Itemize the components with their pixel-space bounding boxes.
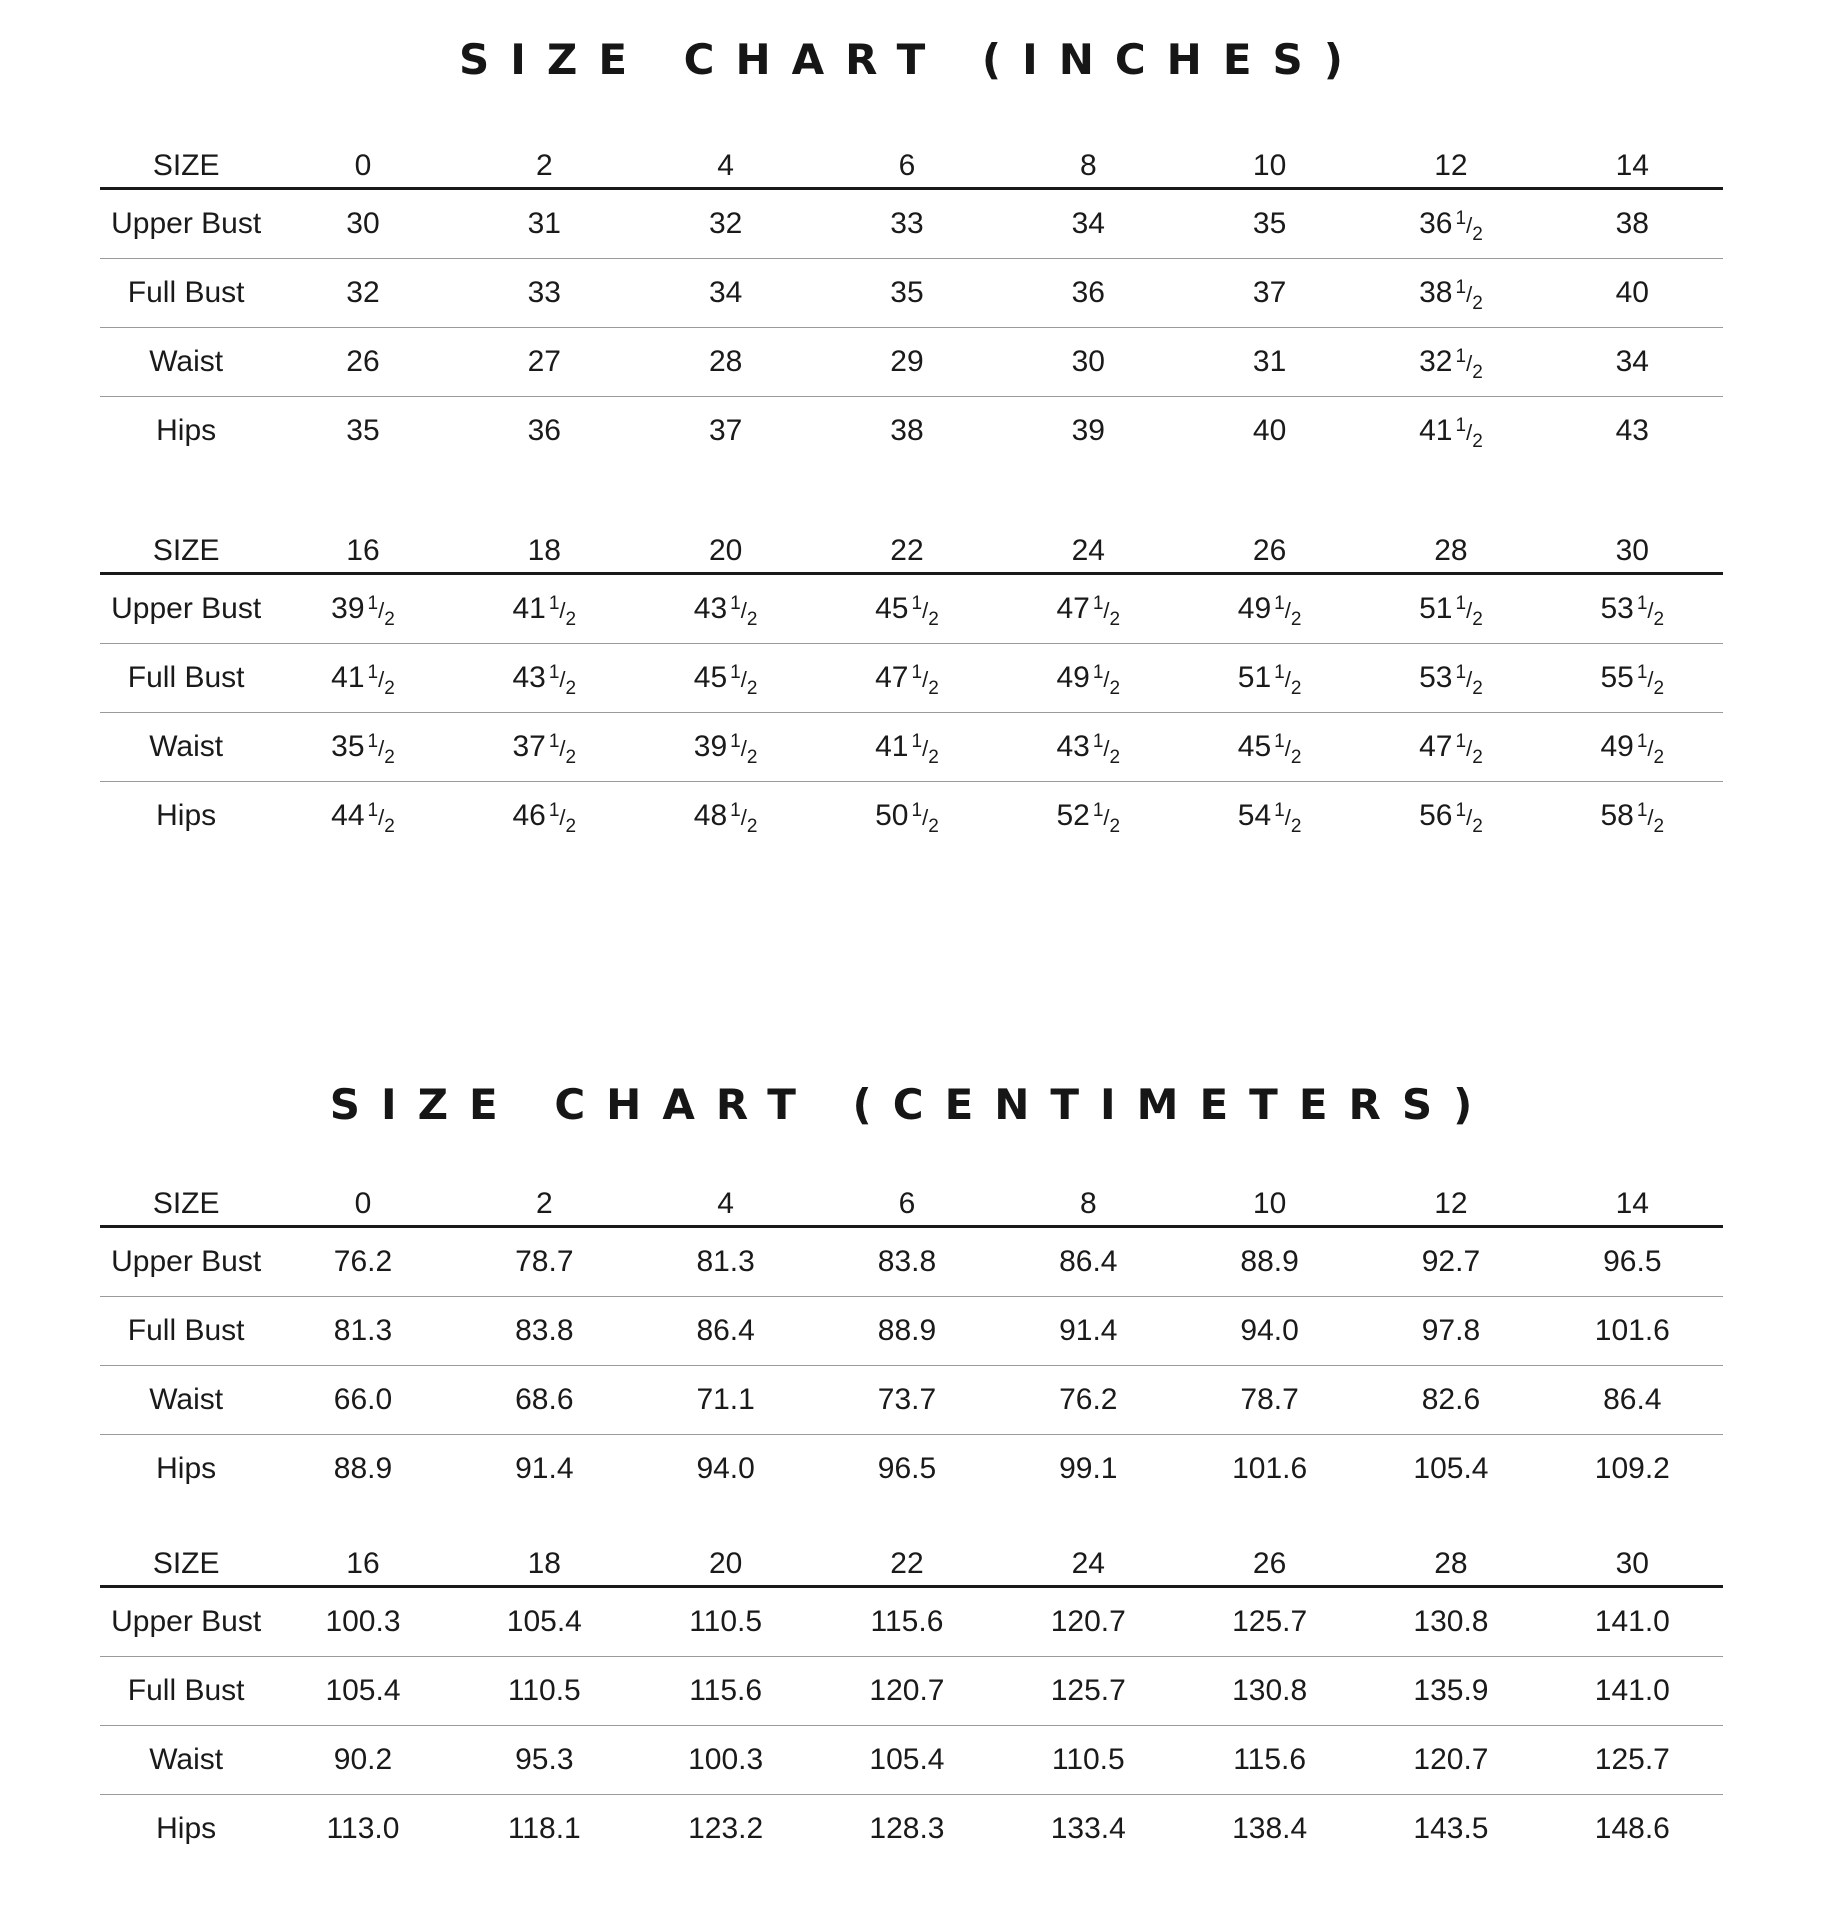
- measurement-label: Waist: [100, 1726, 272, 1795]
- table-row: [100, 1587, 1723, 1657]
- size-header-cell: 2: [454, 1163, 635, 1227]
- measurement-value: 110.5: [635, 1587, 816, 1657]
- size-header-cell: 30: [1542, 1523, 1723, 1587]
- measurement-label: Full Bust: [100, 644, 272, 713]
- size-header-cell: 12: [1360, 1163, 1541, 1227]
- measurement-value: 35: [346, 414, 380, 447]
- size-header-cell: 4: [635, 1163, 816, 1227]
- measurement-value: 68.6: [454, 1366, 635, 1435]
- measurement-value: 94.0: [1179, 1297, 1360, 1366]
- size-header-cell: 30: [1542, 510, 1723, 574]
- size-header-row: [100, 1163, 1723, 1227]
- measurement-value: 81.3: [272, 1297, 453, 1366]
- table-row: [100, 644, 1723, 713]
- measurement-value: 33: [454, 259, 635, 328]
- size-header-cell: 4: [635, 125, 816, 189]
- size-header-cell: 26: [1179, 510, 1360, 574]
- measurement-value: 43: [1615, 414, 1649, 447]
- measurement-value: 115.6: [1179, 1726, 1360, 1795]
- measurement-label: Upper Bust: [100, 574, 272, 644]
- measurement-value: 88.9: [816, 1297, 997, 1366]
- size-header-label: SIZE: [100, 510, 272, 574]
- measurement-value: 125.7: [1179, 1587, 1360, 1657]
- measurement-value: 34: [1542, 328, 1723, 397]
- measurement-value: 120.7: [816, 1657, 997, 1726]
- measurement-value: 94.0: [696, 1452, 755, 1485]
- size-header-cell: 14: [1542, 1163, 1723, 1227]
- measurement-value: 120.7: [1360, 1726, 1541, 1795]
- chart-title-centimeters: SIZE CHART (CENTIMETERS): [329, 1080, 1494, 1129]
- measurement-value: 101.6: [1232, 1452, 1308, 1485]
- table-row: [100, 1795, 1723, 1864]
- measurement-value: 99.1: [1059, 1452, 1118, 1485]
- measurement-value: 101.6: [1542, 1297, 1723, 1366]
- size-header-cell: 0: [272, 1163, 453, 1227]
- measurement-label: Waist: [100, 328, 272, 397]
- measurement-value: 39 $^1/_2$: [635, 713, 816, 782]
- measurement-value: 54 $^1/_2$: [1237, 799, 1302, 837]
- measurement-value: 66.0: [272, 1366, 453, 1435]
- measurement-value: 35: [1179, 189, 1360, 259]
- inches-table-1: [100, 125, 1723, 465]
- measurement-value: 97.8: [1360, 1297, 1541, 1366]
- size-header-row: [100, 125, 1723, 189]
- measurement-value: 29: [816, 328, 997, 397]
- measurement-value: 51 $^1/_2$: [1179, 644, 1360, 713]
- measurement-value: 46 $^1/_2$: [512, 799, 577, 837]
- measurement-value: 118.1: [507, 1812, 581, 1845]
- size-header-label: SIZE: [100, 1163, 272, 1227]
- size-header-cell: 28: [1360, 1523, 1541, 1587]
- measurement-value: 38: [1542, 189, 1723, 259]
- measurement-value: 76.2: [998, 1366, 1179, 1435]
- measurement-value: 34: [635, 259, 816, 328]
- measurement-value: 105.4: [454, 1587, 635, 1657]
- measurement-value: 56 $^1/_2$: [1419, 799, 1483, 837]
- measurement-value: 39: [1071, 414, 1105, 447]
- measurement-label: Upper Bust: [100, 189, 272, 259]
- measurement-value: 50 $^1/_2$: [875, 799, 939, 837]
- measurement-value: 92.7: [1360, 1227, 1541, 1297]
- measurement-value: 36: [998, 259, 1179, 328]
- measurement-value: 86.4: [635, 1297, 816, 1366]
- measurement-value: 32: [272, 259, 453, 328]
- measurement-value: 31: [454, 189, 635, 259]
- size-header-cell: 26: [1179, 1523, 1360, 1587]
- measurement-value: 41 $^1/_2$: [816, 713, 997, 782]
- measurement-value: 130.8: [1179, 1657, 1360, 1726]
- table-row: [100, 1297, 1723, 1366]
- size-header-cell: 18: [454, 510, 635, 574]
- table-row: [100, 574, 1723, 644]
- measurement-value: 58 $^1/_2$: [1600, 799, 1665, 837]
- measurement-value: 100.3: [635, 1726, 816, 1795]
- measurement-value: 44 $^1/_2$: [331, 799, 395, 837]
- measurement-value: 128.3: [869, 1812, 945, 1845]
- measurement-value: 47 $^1/_2$: [998, 574, 1179, 644]
- measurement-label: Upper Bust: [100, 1587, 272, 1657]
- measurement-value: 35: [816, 259, 997, 328]
- size-header-cell: 10: [1179, 125, 1360, 189]
- measurement-value: 110.5: [998, 1726, 1179, 1795]
- measurement-value: 120.7: [998, 1587, 1179, 1657]
- measurement-value: 55 $^1/_2$: [1542, 644, 1723, 713]
- measurement-value: 130.8: [1360, 1587, 1541, 1657]
- measurement-value: 125.7: [998, 1657, 1179, 1726]
- measurement-value: 47 $^1/_2$: [1360, 713, 1541, 782]
- size-header-cell: 8: [998, 125, 1179, 189]
- centimeters-table-1: [100, 1163, 1723, 1503]
- size-header-cell: 18: [454, 1523, 635, 1587]
- measurement-label: Full Bust: [100, 1657, 272, 1726]
- table-row: [100, 259, 1723, 328]
- size-header-cell: 0: [272, 125, 453, 189]
- measurement-value: 37 $^1/_2$: [454, 713, 635, 782]
- size-header-cell: 16: [272, 510, 453, 574]
- measurement-label: Hips: [156, 414, 217, 447]
- measurement-value: 115.6: [635, 1657, 816, 1726]
- measurement-value: 31: [1179, 328, 1360, 397]
- table-row: [100, 1435, 1723, 1504]
- size-header-cell: 28: [1360, 510, 1541, 574]
- measurement-value: 39 $^1/_2$: [272, 574, 453, 644]
- size-header-cell: 6: [816, 125, 997, 189]
- measurement-value: 91.4: [998, 1297, 1179, 1366]
- table-row: [100, 782, 1723, 851]
- measurement-value: 135.9: [1360, 1657, 1541, 1726]
- size-header-cell: 12: [1360, 125, 1541, 189]
- measurement-value: 49 $^1/_2$: [998, 644, 1179, 713]
- measurement-value: 83.8: [816, 1227, 997, 1297]
- measurement-value: 138.4: [1232, 1812, 1308, 1845]
- measurement-value: 41 $^1/_2$: [1419, 414, 1483, 452]
- table-row: [100, 328, 1723, 397]
- measurement-value: 43 $^1/_2$: [454, 644, 635, 713]
- measurement-value: 148.6: [1594, 1812, 1670, 1845]
- measurement-value: 35 $^1/_2$: [272, 713, 453, 782]
- measurement-label: Full Bust: [100, 1297, 272, 1366]
- measurement-value: 125.7: [1542, 1726, 1723, 1795]
- measurement-value: 36: [527, 414, 561, 447]
- measurement-value: 43 $^1/_2$: [998, 713, 1179, 782]
- measurement-value: 141.0: [1542, 1587, 1723, 1657]
- measurement-value: 141.0: [1542, 1657, 1723, 1726]
- size-header-cell: 10: [1179, 1163, 1360, 1227]
- measurement-value: 96.5: [877, 1452, 937, 1485]
- measurement-value: 115.6: [816, 1587, 997, 1657]
- size-header-label: SIZE: [100, 125, 272, 189]
- measurement-value: 78.7: [1179, 1366, 1360, 1435]
- measurement-value: 143.5: [1413, 1812, 1489, 1845]
- table-row: [100, 1227, 1723, 1297]
- measurement-value: 45 $^1/_2$: [816, 574, 997, 644]
- measurement-value: 100.3: [272, 1587, 453, 1657]
- measurement-value: 53 $^1/_2$: [1360, 644, 1541, 713]
- measurement-value: 105.4: [272, 1657, 453, 1726]
- measurement-value: 37: [708, 414, 743, 447]
- measurement-value: 52 $^1/_2$: [1056, 799, 1121, 837]
- measurement-value: 32: [635, 189, 816, 259]
- size-header-cell: 14: [1542, 125, 1723, 189]
- table-row: [100, 397, 1723, 466]
- measurement-value: 26: [272, 328, 453, 397]
- measurement-value: 91.4: [515, 1452, 574, 1485]
- measurement-value: 88.9: [1179, 1227, 1360, 1297]
- measurement-value: 76.2: [272, 1227, 453, 1297]
- size-header-label: SIZE: [100, 1523, 272, 1587]
- size-header-cell: 22: [816, 510, 997, 574]
- size-header-cell: 20: [635, 510, 816, 574]
- measurement-value: 27: [454, 328, 635, 397]
- measurement-value: 36 $^1/_2$: [1360, 189, 1541, 259]
- measurement-value: 123.2: [688, 1812, 764, 1845]
- size-header-cell: 24: [998, 1523, 1179, 1587]
- measurement-value: 83.8: [454, 1297, 635, 1366]
- measurement-value: 49 $^1/_2$: [1179, 574, 1360, 644]
- measurement-value: 40: [1542, 259, 1723, 328]
- measurement-value: 38 $^1/_2$: [1360, 259, 1541, 328]
- measurement-label: Waist: [100, 1366, 272, 1435]
- measurement-value: 95.3: [454, 1726, 635, 1795]
- measurement-value: 45 $^1/_2$: [1179, 713, 1360, 782]
- centimeters-table-2: [100, 1523, 1723, 1863]
- measurement-value: 51 $^1/_2$: [1360, 574, 1541, 644]
- measurement-label: Hips: [156, 799, 217, 832]
- measurement-value: 133.4: [1050, 1812, 1126, 1845]
- measurement-value: 88.9: [333, 1452, 393, 1485]
- size-header-cell: 16: [272, 1523, 453, 1587]
- measurement-value: 41 $^1/_2$: [454, 574, 635, 644]
- measurement-value: 48 $^1/_2$: [693, 799, 758, 837]
- size-header-cell: 2: [454, 125, 635, 189]
- size-header-cell: 24: [998, 510, 1179, 574]
- measurement-value: 105.4: [816, 1726, 997, 1795]
- measurement-value: 110.5: [454, 1657, 635, 1726]
- measurement-value: 43 $^1/_2$: [635, 574, 816, 644]
- measurement-value: 113.0: [326, 1812, 400, 1845]
- size-header-cell: 8: [998, 1163, 1179, 1227]
- size-header-cell: 22: [816, 1523, 997, 1587]
- measurement-value: 38: [890, 414, 924, 447]
- measurement-value: 81.3: [635, 1227, 816, 1297]
- measurement-value: 30: [998, 328, 1179, 397]
- measurement-label: Upper Bust: [100, 1227, 272, 1297]
- measurement-value: 105.4: [1413, 1452, 1489, 1485]
- measurement-value: 47 $^1/_2$: [816, 644, 997, 713]
- measurement-label: Full Bust: [100, 259, 272, 328]
- measurement-value: 71.1: [635, 1366, 816, 1435]
- measurement-value: 78.7: [454, 1227, 635, 1297]
- size-header-cell: 6: [816, 1163, 997, 1227]
- measurement-value: 40: [1252, 414, 1287, 447]
- measurement-value: 37: [1179, 259, 1360, 328]
- size-header-row: [100, 1523, 1723, 1587]
- table-row: [100, 1366, 1723, 1435]
- measurement-value: 45 $^1/_2$: [635, 644, 816, 713]
- chart-title-inches: SIZE CHART (INCHES): [459, 35, 1364, 84]
- measurement-value: 109.2: [1594, 1452, 1670, 1485]
- size-header-row: [100, 510, 1723, 574]
- measurement-value: 34: [998, 189, 1179, 259]
- measurement-value: 30: [272, 189, 453, 259]
- measurement-label: Waist: [100, 713, 272, 782]
- measurement-value: 96.5: [1542, 1227, 1723, 1297]
- measurement-value: 73.7: [816, 1366, 997, 1435]
- table-row: [100, 713, 1723, 782]
- measurement-value: 86.4: [1542, 1366, 1723, 1435]
- table-row: [100, 189, 1723, 259]
- inches-table-2: [100, 510, 1723, 850]
- measurement-label: Hips: [156, 1812, 217, 1845]
- measurement-value: 41 $^1/_2$: [272, 644, 453, 713]
- size-header-cell: 20: [635, 1523, 816, 1587]
- measurement-value: 90.2: [272, 1726, 453, 1795]
- measurement-value: 86.4: [998, 1227, 1179, 1297]
- measurement-value: 82.6: [1360, 1366, 1541, 1435]
- measurement-value: 32 $^1/_2$: [1360, 328, 1541, 397]
- table-row: [100, 1726, 1723, 1795]
- measurement-value: 28: [635, 328, 816, 397]
- measurement-value: 49 $^1/_2$: [1542, 713, 1723, 782]
- measurement-value: 53 $^1/_2$: [1542, 574, 1723, 644]
- table-row: [100, 1657, 1723, 1726]
- measurement-label: Hips: [156, 1452, 217, 1485]
- measurement-value: 33: [816, 189, 997, 259]
